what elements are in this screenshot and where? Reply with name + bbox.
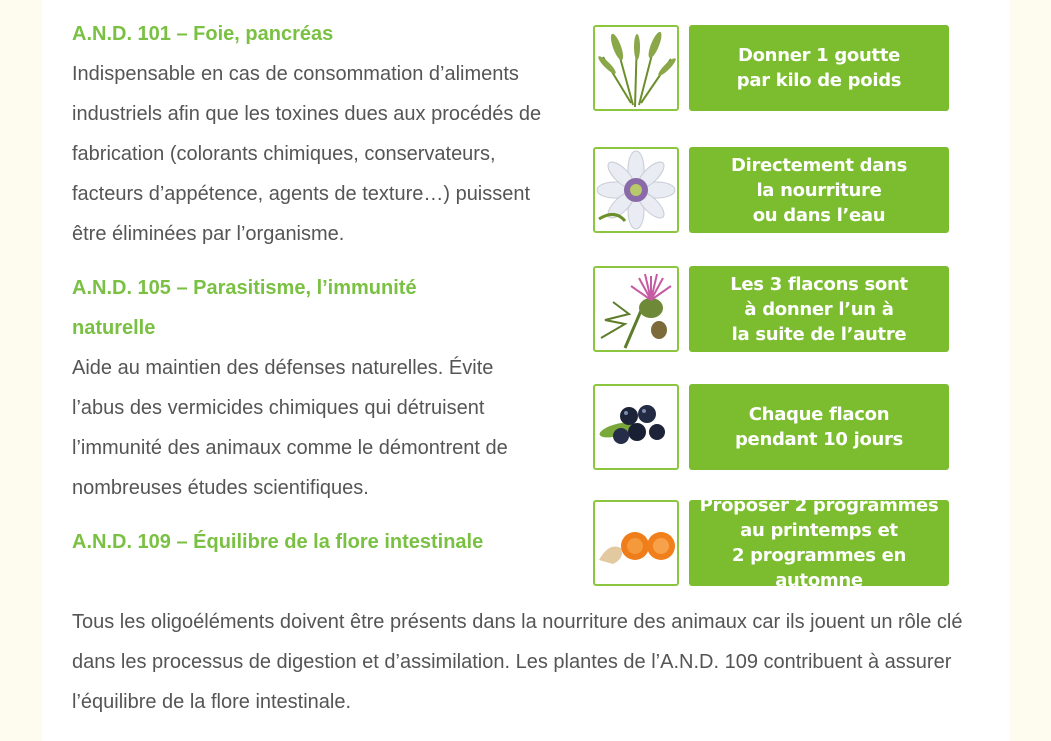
infographic-step [593, 147, 949, 233]
infographic-step [593, 384, 949, 470]
step-text: Directement dans la nourriture ou dans l’eau [689, 147, 949, 233]
section-title-and-101: A.N.D. 101 – Foie, pancréas [72, 23, 334, 45]
herb-leaves-icon [593, 25, 679, 111]
infographic-step [593, 266, 949, 352]
section-title-and-105: A.N.D. 105 – Parasitisme, l’immunité naturelle [72, 277, 417, 339]
infographic-step [593, 495, 949, 591]
section-body-and-109: Tous les oligoéléments doivent être présents dans la nourriture des animaux car ils jouent un rôle clé dans les processus de digestion et d’assimilation. Les plantes de l’A.N.D. 109 contribuent à assurer l’équilibre de la flore intestinale. [72, 611, 963, 713]
step-text: Chaque flacon pendant 10 jours [689, 384, 949, 470]
text-column [72, 14, 552, 562]
passion-flower-icon [593, 147, 679, 233]
thistle-flower-icon [593, 266, 679, 352]
berries-icon [593, 384, 679, 470]
carrot-slices-icon [593, 500, 679, 586]
section-body-and-109-wrap [72, 602, 1012, 722]
step-text: Les 3 flacons sont à donner l’un à la suite de l’autre [689, 266, 949, 352]
section-body-and-105: Aide au maintien des défenses naturelles. Évite l’abus des vermicides chimiques qui détruisent l’immunité des animaux comme le démontrent de nombreuses études scientifiques. [72, 357, 508, 499]
section-title-and-109: A.N.D. 109 – Équilibre de la flore intestinale [72, 531, 484, 553]
step-text: Donner 1 goutte par kilo de poids [689, 25, 949, 111]
section-body-and-101: Indispensable en cas de consommation d’aliments industriels afin que les toxines dues aux procédés de fabrication (colorants chimiques, conservateurs, facteurs d’appétence, agents de texture…) puissent être éliminées par l’organisme. [72, 63, 542, 245]
infographic-step [593, 25, 949, 111]
step-text: Proposer 2 programmes au printemps et 2 programmes en automne [689, 500, 949, 586]
